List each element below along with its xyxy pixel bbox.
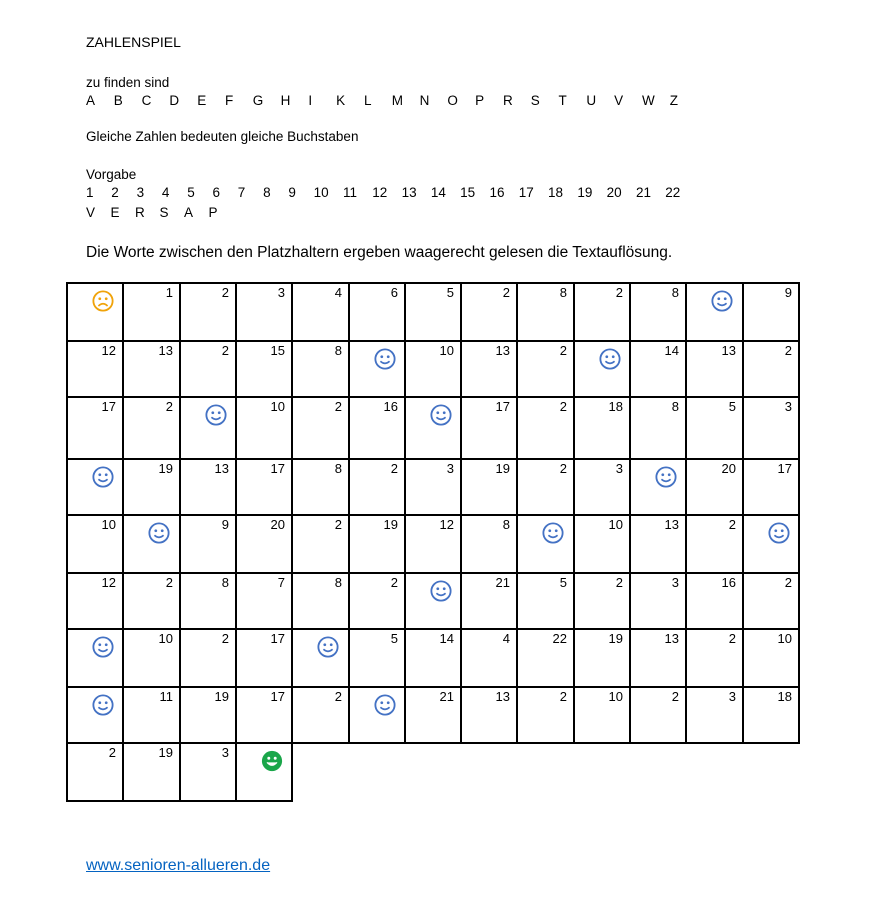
cell-number: 10 [608, 517, 623, 532]
given-number: 13 [401, 185, 417, 200]
grid-cell [742, 514, 800, 574]
grid-cell [179, 514, 237, 574]
grid-cell [179, 742, 237, 802]
grid-cell [122, 686, 181, 744]
page-title: ZAHLENSPIEL [86, 34, 181, 50]
smiley-icon [317, 636, 339, 658]
given-letter: P [208, 205, 218, 220]
grid-cell [629, 572, 687, 630]
cell-number: 3 [221, 745, 229, 760]
sad-face-icon [92, 290, 114, 312]
grid-cell [66, 458, 124, 516]
grid-cell [629, 628, 687, 688]
cell-number: 8 [559, 285, 567, 300]
cell-number: 18 [777, 689, 792, 704]
cell-number: 6 [390, 285, 398, 300]
cell-number: 2 [559, 399, 567, 414]
cell-number: 13 [664, 631, 679, 646]
grid-cell [348, 396, 406, 460]
cell-number: 2 [559, 343, 567, 358]
grid-cell [66, 282, 124, 342]
grid-cell [573, 458, 631, 516]
cell-number: 3 [728, 689, 736, 704]
grid-cell [235, 458, 293, 516]
grid-cell [573, 686, 631, 744]
website-link[interactable]: www.senioren-allueren.de [86, 857, 271, 874]
cell-number: 2 [559, 689, 567, 704]
grid-cell [179, 396, 237, 460]
smiley-icon [711, 290, 733, 312]
given-number: 4 [161, 185, 170, 200]
cell-number: 8 [502, 517, 510, 532]
grid-cell [516, 396, 575, 460]
cell-number: 3 [446, 461, 454, 476]
cell-number: 13 [495, 689, 510, 704]
grid-cell [122, 458, 181, 516]
grid-cell [404, 458, 462, 516]
grid-cell [685, 628, 744, 688]
grid-cell [66, 514, 124, 574]
cell-number: 13 [214, 461, 229, 476]
given-number: 17 [518, 185, 534, 200]
letter: N [419, 93, 430, 108]
cell-number: 8 [334, 575, 342, 590]
grid-cell [573, 572, 631, 630]
grid-cell [348, 282, 406, 342]
given-number: 15 [460, 185, 476, 200]
grid-cell [742, 396, 800, 460]
given-number: 2 [111, 185, 119, 200]
cell-number: 13 [721, 343, 736, 358]
smiley-icon [374, 694, 396, 716]
cell-number: 11 [159, 689, 173, 704]
letter: P [475, 93, 485, 108]
grid-cell [573, 628, 631, 688]
cell-number: 10 [270, 399, 285, 414]
grid-cell [460, 686, 518, 744]
grid-cell [179, 628, 237, 688]
letter: L [363, 93, 372, 108]
grid-cell [291, 628, 350, 688]
grid-cell [291, 282, 350, 342]
cell-number: 17 [270, 631, 285, 646]
given-number: 19 [577, 185, 593, 200]
cell-number: 17 [270, 689, 285, 704]
grid-cell [348, 458, 406, 516]
cell-number: 18 [608, 399, 623, 414]
grid-cell [179, 458, 237, 516]
grid-cell [122, 742, 181, 802]
cell-number: 9 [784, 285, 792, 300]
letter: M [391, 93, 404, 108]
grid-cell [66, 396, 124, 460]
cell-number: 2 [390, 461, 398, 476]
smiley-icon [148, 522, 170, 544]
grid-cell [685, 458, 744, 516]
cell-number: 22 [552, 631, 567, 646]
cell-number: 2 [108, 745, 116, 760]
letter: K [336, 93, 346, 108]
grid-cell [348, 572, 406, 630]
given-number: 20 [606, 185, 622, 200]
grid-cell [235, 628, 293, 688]
grid-cell [516, 282, 575, 342]
grid-cell [122, 396, 181, 460]
cell-number: 5 [559, 575, 567, 590]
given-number: 10 [313, 185, 329, 200]
grid-cell [235, 572, 293, 630]
cell-number: 2 [334, 517, 342, 532]
grid-cell [179, 572, 237, 630]
cell-number: 14 [664, 343, 679, 358]
grid-cell [742, 628, 800, 688]
cell-number: 8 [221, 575, 229, 590]
grid-cell [460, 514, 518, 574]
cell-number: 21 [495, 575, 510, 590]
letter: V [614, 93, 624, 108]
cell-number: 20 [721, 461, 736, 476]
cell-number: 2 [615, 575, 623, 590]
grid-cell [629, 514, 687, 574]
grid-cell [235, 514, 293, 574]
cell-number: 10 [439, 343, 454, 358]
grid-cell [291, 514, 350, 574]
smiley-icon [542, 522, 564, 544]
given-letter: E [110, 205, 120, 220]
grid-cell [742, 340, 800, 398]
grid-cell [516, 572, 575, 630]
given-number: 5 [187, 185, 195, 200]
smiley-icon [92, 636, 114, 658]
cell-number: 5 [728, 399, 736, 414]
grid-cell [404, 340, 462, 398]
cell-number: 2 [728, 517, 736, 532]
grid-cell [348, 628, 406, 688]
cell-number: 10 [777, 631, 792, 646]
cell-number: 2 [221, 285, 229, 300]
smiley-icon [374, 348, 396, 370]
given-letter: R [135, 205, 145, 220]
cell-number: 8 [334, 461, 342, 476]
cell-number: 10 [101, 517, 116, 532]
letter: Z [669, 93, 678, 108]
cell-number: 4 [502, 631, 510, 646]
grid-cell [235, 396, 293, 460]
cell-number: 19 [383, 517, 398, 532]
cell-number: 2 [334, 399, 342, 414]
cell-number: 2 [784, 575, 792, 590]
given-number: 3 [136, 185, 145, 200]
smiley-icon [430, 404, 452, 426]
cell-number: 1 [165, 285, 173, 300]
grid-cell [685, 340, 744, 398]
letter: W [641, 93, 655, 108]
grid-cell [629, 458, 687, 516]
given-letter: A [184, 205, 194, 220]
grid-cell [742, 282, 800, 342]
letter: C [141, 93, 152, 108]
given-number: 9 [288, 185, 296, 200]
cell-number: 4 [334, 285, 342, 300]
letter: B [113, 93, 123, 108]
letter: S [530, 93, 540, 108]
given-number: 14 [430, 185, 446, 200]
given-number: 6 [212, 185, 220, 200]
letter: R [502, 93, 513, 108]
grid-cell [179, 686, 237, 744]
grid-cell [348, 340, 406, 398]
grid-cell [516, 340, 575, 398]
cell-number: 7 [277, 575, 285, 590]
grid-cell [179, 282, 237, 342]
grid-cell [122, 340, 181, 398]
given-number: 7 [237, 185, 246, 200]
letters-to-find [86, 93, 698, 108]
cell-number: 2 [615, 285, 623, 300]
letter: H [280, 93, 291, 108]
given-label: Vorgabe [86, 167, 137, 182]
grid-cell [742, 572, 800, 630]
cell-number: 12 [101, 343, 116, 358]
given-number: 11 [342, 185, 357, 200]
grid-cell [122, 514, 181, 574]
grid-cell [516, 686, 575, 744]
grid-cell [404, 514, 462, 574]
grid-cell [460, 340, 518, 398]
grid-cell [66, 628, 124, 688]
cell-number: 19 [495, 461, 510, 476]
grid-cell [742, 686, 800, 744]
grid-cell [573, 396, 631, 460]
smiley-icon [92, 694, 114, 716]
cell-number: 16 [721, 575, 736, 590]
cell-number: 3 [615, 461, 623, 476]
cell-number: 2 [390, 575, 398, 590]
cell-number: 2 [334, 689, 342, 704]
given-number: 16 [489, 185, 505, 200]
cell-number: 2 [221, 631, 229, 646]
cell-number: 2 [165, 575, 173, 590]
letter: U [586, 93, 597, 108]
grid-cell [685, 396, 744, 460]
grid-cell [235, 340, 293, 398]
given-number: 18 [548, 185, 564, 200]
letter: D [169, 93, 180, 108]
cell-number: 3 [277, 285, 285, 300]
grid-cell [404, 628, 462, 688]
grid-cell [291, 572, 350, 630]
cell-number: 19 [214, 689, 229, 704]
cell-number: 15 [270, 343, 285, 358]
grid-cell [66, 742, 124, 802]
letter: I [308, 93, 313, 108]
cell-number: 3 [784, 399, 792, 414]
cell-number: 19 [608, 631, 623, 646]
letter: A [86, 93, 96, 108]
grid-cell [122, 572, 181, 630]
cell-number: 17 [777, 461, 792, 476]
given-number: 1 [86, 185, 94, 200]
grid-cell [404, 396, 462, 460]
given-letter: S [159, 205, 169, 220]
cell-number: 16 [383, 399, 398, 414]
grid-cell [291, 686, 350, 744]
grid-cell [685, 514, 744, 574]
grid-cell [235, 282, 293, 342]
cell-number: 8 [671, 399, 679, 414]
cell-number: 8 [671, 285, 679, 300]
cell-number: 20 [270, 517, 285, 532]
given-number: 8 [263, 185, 271, 200]
letter: T [558, 93, 567, 108]
cell-number: 19 [158, 745, 173, 760]
letter: O [447, 93, 458, 108]
grid-cell [460, 458, 518, 516]
cell-number: 2 [559, 461, 567, 476]
grid-cell [629, 340, 687, 398]
grid-cell [516, 458, 575, 516]
cell-number: 9 [221, 517, 229, 532]
cell-number: 13 [664, 517, 679, 532]
given-number: 22 [665, 185, 681, 200]
grid-cell [460, 572, 518, 630]
smiley-icon [599, 348, 621, 370]
cell-number: 2 [728, 631, 736, 646]
cell-number: 10 [158, 631, 173, 646]
cell-number: 13 [495, 343, 510, 358]
grid-cell [404, 686, 462, 744]
grid-cell [66, 572, 124, 630]
cell-number: 17 [495, 399, 510, 414]
cell-number: 3 [671, 575, 679, 590]
given-letter: V [86, 205, 96, 220]
cell-number: 17 [270, 461, 285, 476]
letter: E [197, 93, 207, 108]
find-label: zu finden sind [86, 75, 170, 90]
grid-cell [573, 282, 631, 342]
instruction: Die Worte zwischen den Platzhaltern ergeben waagerecht gelesen die Textauflösung. [86, 244, 673, 261]
grid-cell [460, 282, 518, 342]
grid-cell [629, 282, 687, 342]
letter: G [252, 93, 264, 108]
happy-face-green-icon [261, 750, 283, 772]
cell-number: 13 [158, 343, 173, 358]
cell-number: 14 [439, 631, 454, 646]
cell-number: 10 [608, 689, 623, 704]
cell-number: 12 [439, 517, 454, 532]
given-letters [86, 205, 233, 220]
grid-cell [348, 686, 406, 744]
smiley-icon [655, 466, 677, 488]
grid-cell [291, 396, 350, 460]
grid-cell [291, 458, 350, 516]
smiley-icon [205, 404, 227, 426]
grid-cell [573, 340, 631, 398]
grid-cell [66, 686, 124, 744]
grid-cell [685, 686, 744, 744]
grid-cell [573, 514, 631, 574]
cell-number: 5 [446, 285, 454, 300]
given-number: 21 [635, 185, 651, 200]
grid-cell [122, 282, 181, 342]
grid-cell [516, 628, 575, 688]
cell-number: 8 [334, 343, 342, 358]
grid-cell [404, 282, 462, 342]
grid-cell [66, 340, 124, 398]
grid-cell [404, 572, 462, 630]
grid-cell [460, 628, 518, 688]
given-numbers [86, 185, 695, 200]
letter: F [224, 93, 234, 108]
cell-number: 5 [390, 631, 398, 646]
grid-cell [742, 458, 800, 516]
cell-number: 12 [101, 575, 116, 590]
cell-number: 2 [221, 343, 229, 358]
cell-number: 2 [165, 399, 173, 414]
grid-cell [122, 628, 181, 688]
smiley-icon [92, 466, 114, 488]
cell-number: 2 [671, 689, 679, 704]
smiley-icon [768, 522, 790, 544]
cell-number: 19 [158, 461, 173, 476]
grid-cell [235, 686, 293, 744]
cell-number: 17 [101, 399, 116, 414]
grid-cell [629, 396, 687, 460]
grid-cell [235, 742, 293, 802]
grid-cell [685, 282, 744, 342]
given-number: 12 [372, 185, 388, 200]
cell-number: 21 [439, 689, 454, 704]
grid-cell [460, 396, 518, 460]
grid-cell [179, 340, 237, 398]
cell-number: 2 [784, 343, 792, 358]
cell-number: 2 [502, 285, 510, 300]
grid-cell [685, 572, 744, 630]
smiley-icon [430, 580, 452, 602]
grid-cell [516, 514, 575, 574]
equal-numbers-rule: Gleiche Zahlen bedeuten gleiche Buchstaben [86, 129, 359, 144]
grid-cell [348, 514, 406, 574]
grid-cell [291, 340, 350, 398]
grid-cell [629, 686, 687, 744]
